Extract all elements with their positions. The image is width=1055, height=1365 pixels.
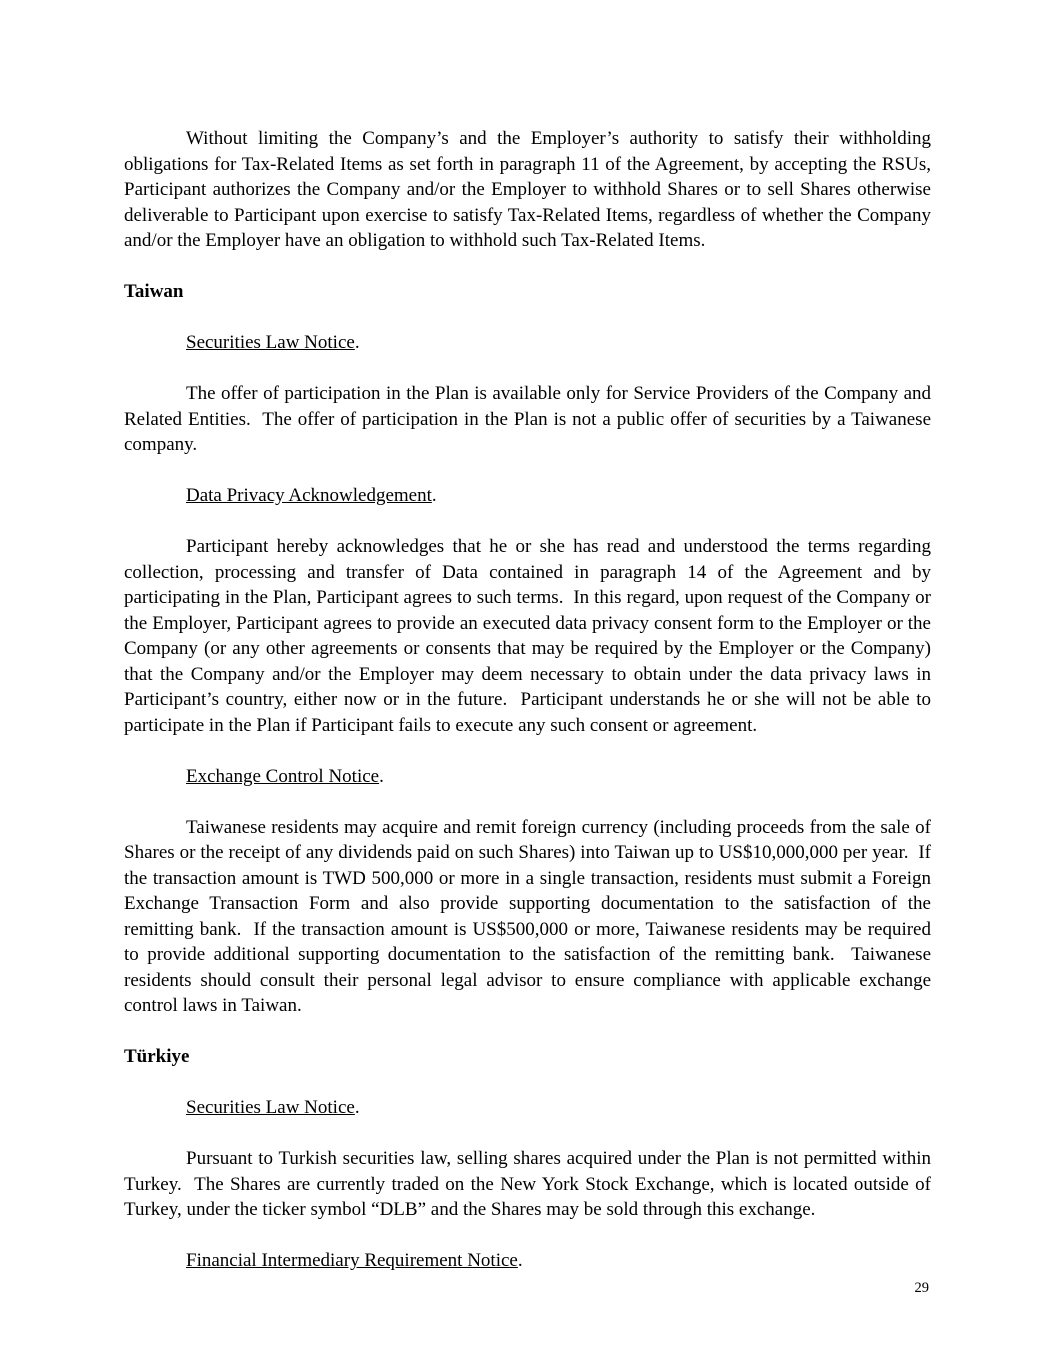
heading-taiwan: Taiwan	[124, 281, 184, 302]
subheading-title: Data Privacy Acknowledgement	[186, 485, 432, 506]
heading-turkiye: Türkiye	[124, 1046, 190, 1067]
paragraph-withholding: Without limiting the Company’s and the Employer’s authority to satisfy their withholding obligations for Tax-Related Items as set forth in paragraph 11 of the Agreement, by accepting the RSUs, Participant authorizes the Company and/or the Employer to withhold Shares or to sell Shares otherwise deliverable to Participant upon exercise to satisfy Tax-Related Items, regardless of whether the Company and/or the Employer have an obligation to withhold such Tax-Related Items.	[124, 128, 936, 251]
paragraph-taiwan-data-privacy: Participant hereby acknowledges that he or she has read and understood the terms regarding collection, processing and transfer of Data contained in paragraph 14 of the Agreement and by participating in the Plan, Participant agrees to such terms. In this regard, upon request of the Company or the Employer, Participant agrees to provide an executed data privacy consent form to the Employer or the Company (or any other agreements or consents that may be required by the Employer or the Company) that the Company and/or the Employer may deem necessary to obtain under the data privacy laws in Participant’s country, either now or in the future. Participant understands he or she will not be able to participate in the Plan if Participant fails to execute any such consent or agreement.	[124, 536, 936, 736]
subheading-taiwan-data-privacy	[186, 483, 931, 509]
subheading-period: .	[354, 1097, 360, 1118]
paragraph-turkiye-securities: Pursuant to Turkish securities law, selling shares acquired under the Plan is not permitted within Turkey. The Shares are currently traded on the New York Stock Exchange, which is located outside of Turkey, under the ticker symbol “DLB” and the Shares may be sold through this exchange.	[124, 1148, 936, 1220]
subheading-title: Financial Intermediary Requirement Notice	[186, 1250, 518, 1271]
subheading-taiwan-securities-law-notice	[186, 330, 931, 356]
subheading-title: Exchange Control Notice	[186, 765, 380, 787]
subheading-turkiye-securities-law-notice	[186, 1095, 931, 1121]
paragraph-taiwan-securities: The offer of participation in the Plan is available only for Service Providers of the Company and Related Entities. The offer of participation in the Plan is not a public offer of securities by a Taiwanese company.	[124, 383, 936, 455]
subheading-period: .	[517, 1250, 523, 1271]
subheading-title: Securities Law Notice	[186, 1097, 355, 1118]
subheading-title: Securities Law Notice	[186, 332, 355, 353]
subheading-taiwan-exchange-control	[186, 764, 931, 790]
subheading-period: .	[379, 765, 384, 787]
paragraph-taiwan-exchange-control: Taiwanese residents may acquire and remit foreign currency (including proceeds from the sale of Shares or the receipt of any dividends paid on such Shares) into Taiwan up to US$10,000,000 per year. If the transaction amount is TWD 500,000 or more in a single transaction, residents must submit a Foreign Exchange Transaction Form and also provide supporting documentation to the satisfaction of the remitting bank. If the transaction amount is US$500,000 or more, Taiwanese residents may be required to provide additional supporting documentation to the satisfaction of the remitting bank. Taiwanese residents should consult their personal legal advisor to ensure compliance with applicable exchange control laws in Taiwan.	[124, 816, 936, 1016]
subheading-period: .	[431, 485, 437, 506]
subheading-period: .	[354, 332, 360, 353]
page-number: 29	[914, 1280, 929, 1296]
subheading-turkiye-financial-intermediary	[186, 1248, 931, 1274]
